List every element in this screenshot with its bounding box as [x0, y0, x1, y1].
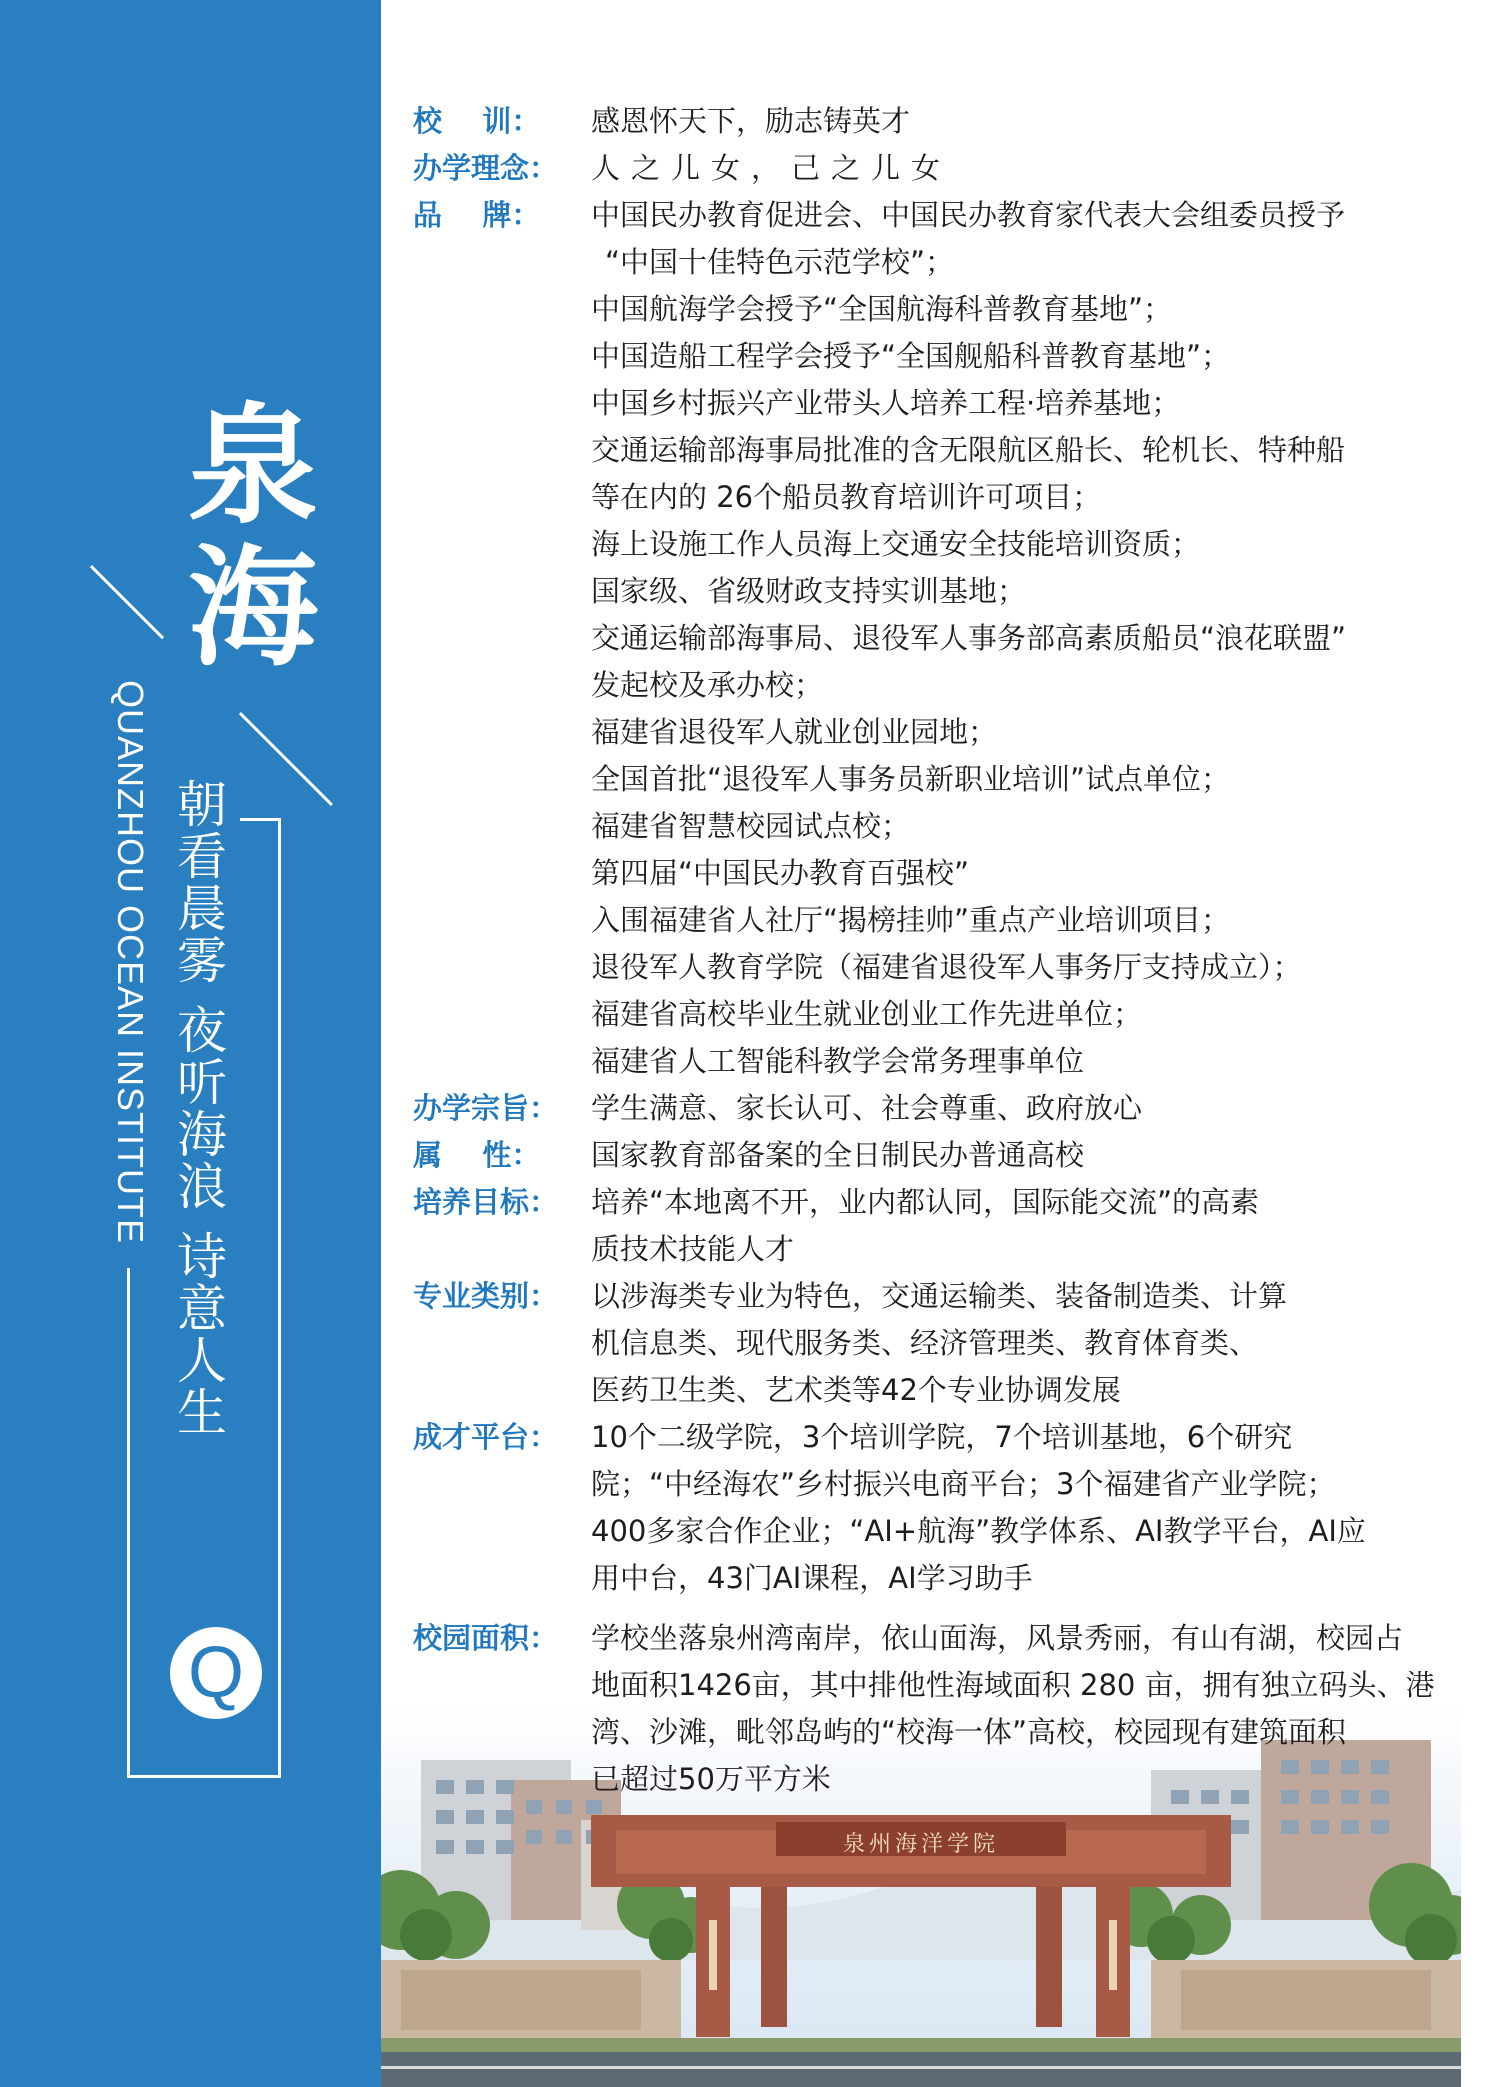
section-platforms — [413, 1414, 1473, 1602]
q-logo-icon: Q — [170, 1627, 262, 1719]
brand-line: 福建省人工智能科教学会常务理事单位 — [591, 1044, 1085, 1078]
goal-value — [591, 1179, 1473, 1273]
platforms-value — [591, 1414, 1473, 1602]
brand-line: 入围福建省人社厅“揭榜挂帅”重点产业培训项目； — [591, 903, 1231, 937]
brand-line: 等在内的 26个船员教育培训许可项目； — [591, 480, 1102, 514]
nature-label: 属 性： — [413, 1138, 541, 1172]
english-name-rule — [127, 1268, 130, 1778]
slogan: 朝看晨雾 夜听海浪 诗意人生 — [169, 778, 227, 1438]
brand-line: “中国十佳特色示范学校”； — [605, 245, 955, 279]
brand-line: 福建省高校毕业生就业创业工作先进单位； — [591, 997, 1143, 1031]
brand-title-line-1: 泉 — [187, 390, 318, 542]
section-goal — [413, 1179, 1473, 1273]
platforms-line: 院；“中经海农”乡村振兴电商平台；3个福建省产业学院； — [591, 1467, 1336, 1501]
frame-right-rule — [278, 818, 281, 1778]
brand-line: 福建省退役军人就业创业园地； — [591, 715, 998, 749]
platforms-line: 用中台，43门AI课程，AI学习助手 — [591, 1561, 1033, 1595]
brand-line: 退役军人教育学院（福建省退役军人事务厅支持成立）； — [591, 950, 1302, 984]
platforms-line: 10个二级学院，3个培训学院，7个培训基地，6个研究 — [591, 1420, 1293, 1454]
campus-section-wrapper — [413, 1615, 1473, 1803]
nature-line: 国家教育部备案的全日制民办普通高校 — [591, 1138, 1085, 1172]
section-motto — [413, 98, 1473, 145]
section-philosophy — [413, 145, 1473, 192]
section-nature — [413, 1132, 1473, 1179]
section-campus — [413, 1615, 1473, 1803]
sidebar-panel — [0, 0, 381, 2087]
motto-line: 感恩怀天下，励志铸英才 — [591, 104, 911, 138]
decorative-slash-bottom — [239, 712, 333, 806]
brand-title — [178, 390, 328, 684]
section-brand — [413, 192, 1473, 1085]
brand-line: 国家级、省级财政支持实训基地； — [591, 574, 1027, 608]
platforms-label: 成才平台： — [413, 1420, 559, 1454]
brand-line: 中国造船工程学会授予“全国舰船科普教育基地”； — [591, 339, 1231, 373]
brand-line: 交通运输部海事局批准的含无限航区船长、轮机长、特种船 — [591, 433, 1346, 467]
campus-line: 已超过50万平方米 — [591, 1762, 831, 1796]
purpose-value — [591, 1085, 1473, 1132]
campus-line: 地面积1426亩，其中排他性海域面积 280 亩，拥有独立码头、港 — [591, 1668, 1435, 1702]
goal-line: 质技术技能人才 — [591, 1232, 795, 1266]
majors-line: 以涉海类专业为特色，交通运输类、装备制造类、计算 — [591, 1279, 1288, 1313]
goal-label: 培养目标： — [413, 1185, 559, 1219]
nature-value — [591, 1132, 1473, 1179]
brand-label: 品 牌： — [413, 198, 541, 232]
frame-top-rule — [240, 818, 280, 821]
campus-value — [591, 1615, 1473, 1803]
philosophy-label: 办学理念： — [413, 151, 559, 185]
platforms-line: 400多家合作企业；“AI+航海”教学体系、AI教学平台，AI应 — [591, 1514, 1366, 1548]
campus-line: 学校坐落泉州湾南岸，依山面海，风景秀丽，有山有湖，校园占 — [591, 1621, 1404, 1655]
goal-line: 培养“本地离不开，业内都认同，国际能交流”的高素 — [591, 1185, 1260, 1219]
brand-line: 第四届“中国民办教育百强校” — [591, 856, 970, 890]
motto-label: 校 训： — [413, 104, 541, 138]
section-purpose — [413, 1085, 1473, 1132]
purpose-line: 学生满意、家长认可、社会尊重、政府放心 — [591, 1091, 1143, 1125]
majors-line: 机信息类、现代服务类、经济管理类、教育体育类、 — [591, 1326, 1259, 1360]
campus-label: 校园面积： — [413, 1621, 559, 1655]
school-info — [413, 98, 1473, 1602]
motto-value — [591, 98, 1473, 145]
decorative-slash-top — [90, 565, 164, 639]
brand-title-line-2: 海 — [187, 532, 318, 684]
frame-bottom-rule — [127, 1775, 281, 1778]
philosophy-line: 人之儿女，己之儿女 — [591, 151, 952, 185]
brand-line: 交通运输部海事局、退役军人事务部高素质船员“浪花联盟” — [591, 621, 1347, 655]
majors-label: 专业类别： — [413, 1279, 559, 1313]
english-name: QUANZHOU OCEAN INSTITUTE — [110, 680, 151, 1245]
brand-line: 福建省智慧校园试点校； — [591, 809, 911, 843]
purpose-label: 办学宗旨： — [413, 1091, 559, 1125]
brand-line: 发起校及承办校； — [591, 668, 824, 702]
brand-line: 中国乡村振兴产业带头人培养工程·培养基地； — [591, 386, 1181, 420]
majors-line: 医药卫生类、艺术类等42个专业协调发展 — [591, 1373, 1121, 1407]
brand-line: 海上设施工作人员海上交通安全技能培训资质； — [591, 527, 1201, 561]
gate-name-sign: 泉州海洋学院 — [842, 1832, 999, 1857]
brand-list — [591, 192, 1473, 1085]
philosophy-value — [591, 145, 1473, 192]
majors-value — [591, 1273, 1473, 1414]
brand-line: 全国首批“退役军人事务员新职业培训”试点单位； — [591, 762, 1231, 796]
campus-line: 湾、沙滩，毗邻岛屿的“校海一体”高校，校园现有建筑面积 — [591, 1715, 1347, 1749]
brand-line: 中国航海学会授予“全国航海科普教育基地”； — [591, 292, 1173, 326]
section-majors — [413, 1273, 1473, 1414]
brand-line: 中国民办教育促进会、中国民办教育家代表大会组委员授予 — [591, 198, 1346, 232]
